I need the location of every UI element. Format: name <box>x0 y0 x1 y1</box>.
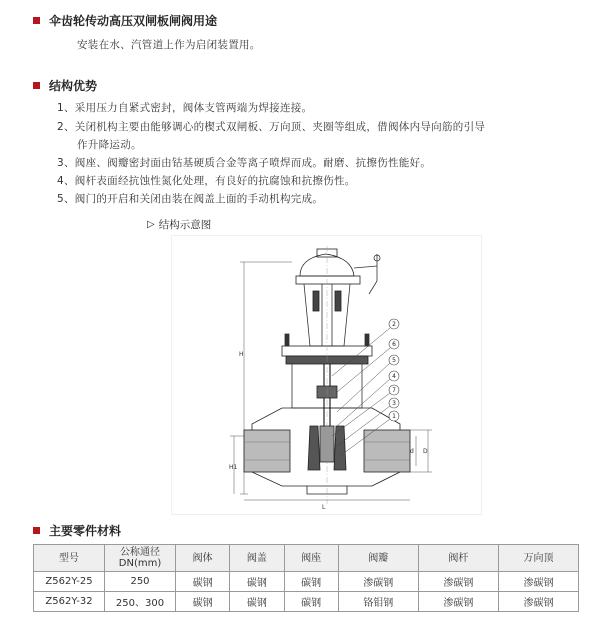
table-cell: Z562Y-25 <box>34 572 105 592</box>
table-cell: 碳钢 <box>230 572 284 592</box>
table-header-cell: 阀盖 <box>230 545 284 572</box>
advantage-item-2-continuation: 作升降运动。 <box>77 139 142 151</box>
table-header-cell: 阀杆 <box>418 545 498 572</box>
dim-label-H: H <box>239 351 244 358</box>
dim-label-H1: H1 <box>229 464 238 471</box>
section-title-materials <box>33 522 121 539</box>
advantage-item-3: 3、阀座、阀瓣密封面由钴基硬质合金等离子喷焊而成。耐磨、抗擦伤性能好。 <box>57 157 432 169</box>
advantages-title: 结构优势 <box>49 79 98 93</box>
section-marker-icon <box>33 527 40 534</box>
callout-label: 3 <box>392 400 396 407</box>
callout-label: 2 <box>392 321 396 328</box>
table-cell: 碳钢 <box>284 592 338 612</box>
table-header-cell: 万向顶 <box>498 545 578 572</box>
table-cell: 250、300 <box>105 592 176 612</box>
table-cell: 250 <box>105 572 176 592</box>
callout-label: 5 <box>392 357 396 364</box>
table-header-cell: 阀瓣 <box>338 545 418 572</box>
usage-text: 安装在水、汽管道上作为启闭装置用。 <box>77 39 261 51</box>
diagram-caption-text: 结构示意图 <box>158 219 212 231</box>
triangle-right-icon: ▷ <box>147 219 155 230</box>
materials-title: 主要零件材料 <box>49 524 122 538</box>
advantage-item-1: 1、采用压力自紧式密封，阀体支管两端为焊接连接。 <box>57 102 313 114</box>
table-header-cell: 阀座 <box>284 545 338 572</box>
valve-structure-diagram <box>171 235 482 515</box>
materials-table <box>33 544 579 612</box>
advantage-item-2: 2、关闭机构主要由能够调心的楔式双闸板、万向顶、夹圈等组成，借阀体内导向筋的引导 <box>57 121 486 133</box>
callout-label: 6 <box>392 341 396 348</box>
table-cell: 渗碳钢 <box>418 572 498 592</box>
table-header-cell: 型号 <box>34 545 105 572</box>
section-title-advantages <box>33 77 97 94</box>
callout-label: 4 <box>392 373 396 380</box>
table-header-cell: 公称通径 DN(mm) <box>105 545 176 572</box>
dim-label-d: d <box>410 448 414 455</box>
callout-label: 7 <box>392 387 396 394</box>
table-cell: 碳钢 <box>176 572 230 592</box>
table-cell: 渗碳钢 <box>418 592 498 612</box>
table-cell: Z562Y-32 <box>34 592 105 612</box>
valve-drawing <box>172 236 481 514</box>
dim-label-L: L <box>322 504 326 511</box>
table-cell: 渗碳钢 <box>498 592 578 612</box>
advantage-item-5: 5、阀门的开启和关闭由装在阀盖上面的手动机构完成。 <box>57 193 324 205</box>
table-cell: 渗碳钢 <box>498 572 578 592</box>
table-cell: 碳钢 <box>230 592 284 612</box>
table-row <box>34 592 579 612</box>
section-marker-icon <box>33 82 40 89</box>
section-title-usage <box>33 12 217 29</box>
table-row <box>34 572 579 592</box>
table-cell: 渗碳钢 <box>338 572 418 592</box>
dim-label-D: D <box>423 448 428 455</box>
table-cell: 碳钢 <box>284 572 338 592</box>
usage-title: 伞齿轮传动高压双闸板闸阀用途 <box>49 14 218 28</box>
advantage-item-4: 4、阀杆表面经抗蚀性氮化处理，有良好的抗腐蚀和抗擦伤性。 <box>57 175 356 187</box>
section-marker-icon <box>33 17 40 24</box>
table-cell: 碳钢 <box>176 592 230 612</box>
table-cell: 铬钼钢 <box>338 592 418 612</box>
table-header-row <box>34 545 579 572</box>
table-header-cell: 阀体 <box>176 545 230 572</box>
callout-label: 1 <box>392 413 396 420</box>
diagram-caption <box>147 217 211 232</box>
